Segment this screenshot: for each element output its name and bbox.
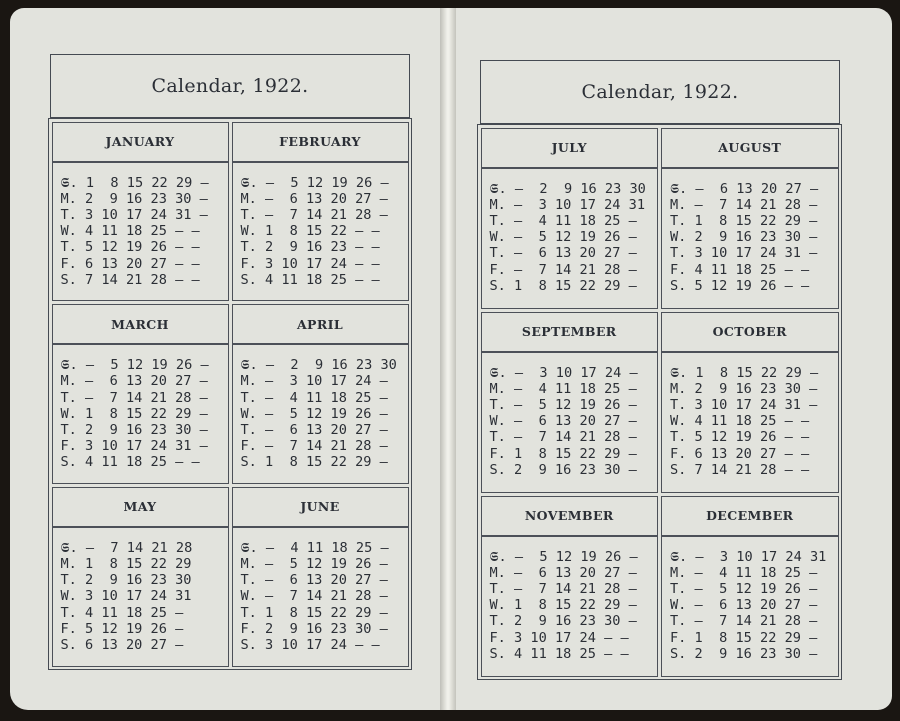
weekday-row: T. 4 11 18 25 — bbox=[60, 604, 184, 621]
weekday-row: S. 1 8 15 22 29 — bbox=[489, 277, 637, 294]
weekday-row: W. — 7 14 21 28 — bbox=[240, 588, 388, 605]
left-calendar-title: Calendar, 1922. bbox=[50, 54, 410, 118]
month-name: JUNE bbox=[233, 488, 408, 528]
day-rows bbox=[662, 537, 838, 662]
weekday-row: W. — 5 12 19 26 — bbox=[489, 229, 637, 246]
weekday-row: M. — 6 13 20 27 — bbox=[489, 564, 637, 581]
weekday-row: F. — 7 14 21 28 — bbox=[489, 261, 637, 278]
weekday-row: 𝕾. — 3 10 17 24 — bbox=[489, 364, 638, 381]
weekday-row: M. 2 9 16 23 30 — bbox=[670, 380, 818, 397]
weekday-row: F. 3 10 17 24 — — bbox=[240, 255, 380, 272]
weekday-row: T. — 7 14 21 28 — bbox=[489, 580, 637, 597]
book-gutter bbox=[440, 8, 456, 710]
weekday-row: 𝕾. — 3 10 17 24 31 bbox=[670, 548, 827, 565]
weekday-row: T. 3 10 17 24 31 — bbox=[60, 206, 208, 223]
weekday-row: 𝕾. — 5 12 19 26 — bbox=[60, 357, 209, 374]
month-block-december bbox=[661, 496, 839, 677]
weekday-row: T. — 7 14 21 28 — bbox=[670, 613, 818, 630]
weekday-row: M. — 6 13 20 27 — bbox=[240, 190, 388, 207]
weekday-row: 𝕾. — 5 12 19 26 — bbox=[489, 548, 638, 565]
month-block-september bbox=[481, 312, 659, 493]
weekday-row: T. — 5 12 19 26 — bbox=[489, 396, 637, 413]
weekday-row: W. 3 10 17 24 31 bbox=[60, 588, 192, 605]
weekday-row: M. 1 8 15 22 29 bbox=[60, 556, 192, 573]
weekday-row: W. 1 8 15 22 29 — bbox=[489, 597, 637, 614]
weekday-row: T. 1 8 15 22 29 — bbox=[670, 212, 818, 229]
weekday-row: S. 1 8 15 22 29 — bbox=[240, 454, 388, 471]
weekday-row: S. 2 9 16 23 30 — bbox=[670, 645, 818, 662]
day-rows bbox=[233, 163, 408, 288]
weekday-row: M. — 3 10 17 24 31 bbox=[489, 196, 645, 213]
weekday-row: S. 7 14 21 28 — — bbox=[670, 461, 810, 478]
weekday-row: T. — 4 11 18 25 — bbox=[240, 389, 388, 406]
weekday-row: S. 4 11 18 25 — — bbox=[60, 454, 200, 471]
weekday-row: T. 2 9 16 23 30 — bbox=[489, 613, 637, 630]
day-rows bbox=[233, 345, 408, 470]
weekday-row: 𝕾. 1 8 15 22 29 — bbox=[60, 174, 209, 191]
month-name: DECEMBER bbox=[662, 497, 838, 537]
weekday-row: T. — 7 14 21 28 — bbox=[240, 206, 388, 223]
month-block-february bbox=[232, 122, 409, 302]
weekday-row: T. 1 8 15 22 29 — bbox=[240, 604, 388, 621]
month-block-april bbox=[232, 304, 409, 484]
weekday-row: 𝕾. — 5 12 19 26 — bbox=[240, 174, 389, 191]
weekday-row: M. 2 9 16 23 30 — bbox=[60, 190, 208, 207]
month-name: MAY bbox=[53, 488, 228, 528]
weekday-row: T. — 7 14 21 28 — bbox=[489, 429, 637, 446]
weekday-row: W. 1 8 15 22 29 — bbox=[60, 405, 208, 422]
month-block-march bbox=[52, 304, 229, 484]
right-calendar-title: Calendar, 1922. bbox=[480, 60, 840, 124]
weekday-row: T. — 7 14 21 28 — bbox=[60, 389, 208, 406]
weekday-row: W. — 5 12 19 26 — bbox=[240, 405, 388, 422]
weekday-row: W. 4 11 18 25 — — bbox=[60, 223, 200, 240]
left-month-grid bbox=[50, 120, 410, 668]
weekday-row: S. 7 14 21 28 — — bbox=[60, 271, 200, 288]
weekday-row: F. 6 13 20 27 — — bbox=[670, 445, 810, 462]
month-block-may bbox=[52, 487, 229, 667]
weekday-row: W. 2 9 16 23 30 — bbox=[670, 229, 818, 246]
weekday-row: T. 5 12 19 26 — — bbox=[670, 429, 810, 446]
weekday-row: W. — 6 13 20 27 — bbox=[670, 597, 818, 614]
weekday-row: W. — 6 13 20 27 — bbox=[489, 413, 637, 430]
month-block-november bbox=[481, 496, 659, 677]
right-month-grid bbox=[479, 126, 840, 678]
weekday-row: S. 5 12 19 26 — — bbox=[670, 277, 810, 294]
month-name: OCTOBER bbox=[662, 313, 838, 353]
month-name: JANUARY bbox=[53, 123, 228, 163]
month-block-january bbox=[52, 122, 229, 302]
weekday-row: F. 1 8 15 22 29 — bbox=[670, 629, 818, 646]
month-block-july bbox=[481, 128, 659, 309]
weekday-row: M. — 5 12 19 26 — bbox=[240, 556, 388, 573]
weekday-row: S. 4 11 18 25 — — bbox=[240, 271, 380, 288]
weekday-row: W. 4 11 18 25 — — bbox=[670, 413, 810, 430]
month-name: JULY bbox=[482, 129, 658, 169]
weekday-row: M. — 6 13 20 27 — bbox=[60, 373, 208, 390]
day-rows bbox=[53, 163, 228, 288]
day-rows bbox=[662, 169, 838, 294]
day-rows bbox=[482, 169, 658, 294]
weekday-row: M. — 4 11 18 25 — bbox=[489, 380, 637, 397]
day-rows bbox=[53, 345, 228, 470]
month-name: SEPTEMBER bbox=[482, 313, 658, 353]
day-rows bbox=[482, 353, 658, 478]
weekday-row: F. 1 8 15 22 29 — bbox=[489, 445, 637, 462]
weekday-row: T. 2 9 16 23 — — bbox=[240, 239, 380, 256]
weekday-row: T. 3 10 17 24 31 — bbox=[670, 396, 818, 413]
weekday-row: S. 2 9 16 23 30 — bbox=[489, 461, 637, 478]
weekday-row: S. 6 13 20 27 — bbox=[60, 637, 184, 654]
weekday-row: 𝕾. 1 8 15 22 29 — bbox=[670, 364, 819, 381]
weekday-row: T. — 5 12 19 26 — bbox=[670, 580, 818, 597]
day-rows bbox=[53, 528, 228, 653]
weekday-row: T. — 6 13 20 27 — bbox=[240, 572, 388, 589]
day-rows bbox=[662, 353, 838, 478]
month-name: APRIL bbox=[233, 305, 408, 345]
weekday-row: T. 5 12 19 26 — — bbox=[60, 239, 200, 256]
weekday-row: S. 3 10 17 24 — — bbox=[240, 637, 380, 654]
weekday-row: F. 5 12 19 26 — bbox=[60, 620, 184, 637]
weekday-row: T. — 6 13 20 27 — bbox=[240, 421, 388, 438]
month-block-october bbox=[661, 312, 839, 493]
month-name: FEBRUARY bbox=[233, 123, 408, 163]
weekday-row: 𝕾. — 2 9 16 23 30 bbox=[240, 357, 397, 374]
weekday-row: T. 2 9 16 23 30 bbox=[60, 572, 192, 589]
month-block-june bbox=[232, 487, 409, 667]
weekday-row: 𝕾. — 4 11 18 25 — bbox=[240, 539, 389, 556]
weekday-row: T. 2 9 16 23 30 — bbox=[60, 421, 208, 438]
month-name: NOVEMBER bbox=[482, 497, 658, 537]
weekday-row: M. — 3 10 17 24 — bbox=[240, 373, 388, 390]
weekday-row: W. 1 8 15 22 — — bbox=[240, 223, 380, 240]
day-rows bbox=[233, 528, 408, 653]
weekday-row: S. 4 11 18 25 — — bbox=[489, 645, 629, 662]
day-rows bbox=[482, 537, 658, 662]
weekday-row: F. 3 10 17 24 — — bbox=[489, 629, 629, 646]
weekday-row: 𝕾. — 6 13 20 27 — bbox=[670, 180, 819, 197]
weekday-row: T. 3 10 17 24 31 — bbox=[670, 245, 818, 262]
weekday-row: F. 6 13 20 27 — — bbox=[60, 255, 200, 272]
weekday-row: M. — 7 14 21 28 — bbox=[670, 196, 818, 213]
weekday-row: T. — 6 13 20 27 — bbox=[489, 245, 637, 262]
weekday-row: F. 2 9 16 23 30 — bbox=[240, 620, 388, 637]
weekday-row: T. — 4 11 18 25 — bbox=[489, 212, 637, 229]
month-block-august bbox=[661, 128, 839, 309]
weekday-row: F. — 7 14 21 28 — bbox=[240, 438, 388, 455]
month-name: MARCH bbox=[53, 305, 228, 345]
weekday-row: M. — 4 11 18 25 — bbox=[670, 564, 818, 581]
weekday-row: 𝕾. — 2 9 16 23 30 bbox=[489, 180, 646, 197]
weekday-row: 𝕾. — 7 14 21 28 bbox=[60, 539, 193, 556]
weekday-row: F. 4 11 18 25 — — bbox=[670, 261, 810, 278]
month-name: AUGUST bbox=[662, 129, 838, 169]
weekday-row: F. 3 10 17 24 31 — bbox=[60, 438, 208, 455]
